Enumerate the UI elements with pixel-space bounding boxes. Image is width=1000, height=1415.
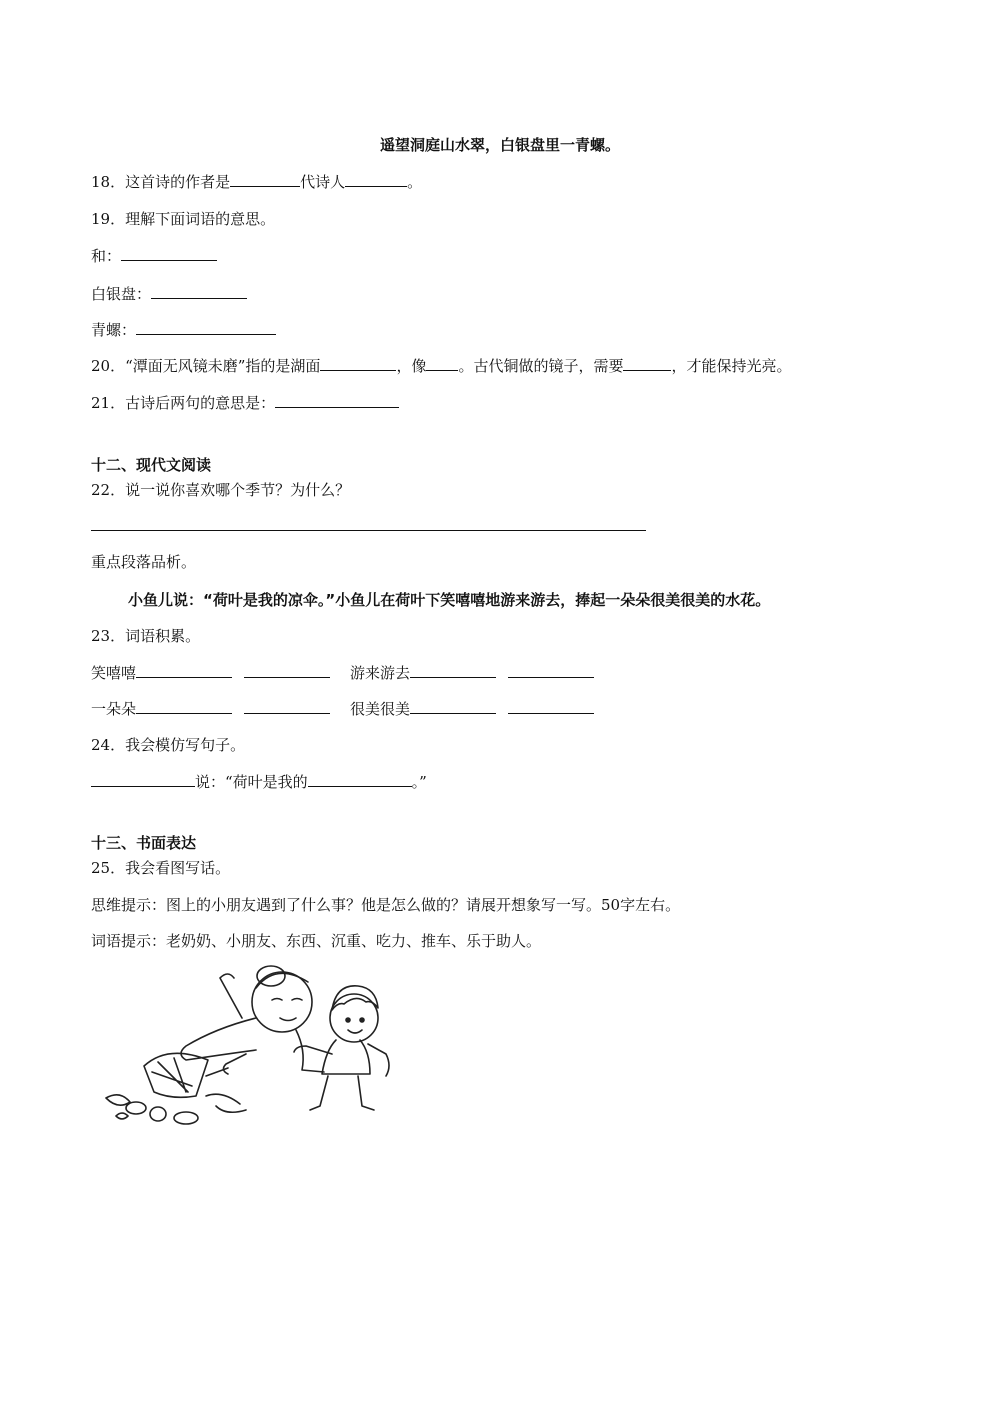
hint-words: 词语提示：老奶奶、小朋友、东西、沉重、吃力、推车、乐于助人。 bbox=[91, 932, 542, 950]
question-18: 18．这首诗的作者是 代诗人 。 bbox=[91, 173, 423, 191]
answer-blank[interactable] bbox=[136, 699, 232, 714]
question-23: 23．词语积累。 bbox=[91, 627, 201, 645]
answer-blank[interactable] bbox=[275, 393, 399, 408]
illustration-boy-helping-grandma bbox=[96, 958, 426, 1130]
answer-blank[interactable] bbox=[410, 663, 496, 678]
q24-sentence: 说：“荷叶是我的 。” bbox=[91, 772, 427, 792]
question-20: 20．“潭面无风镜未磨”指的是湖面 ，像 。古代铜做的镜子，需要 ，才能保持光亮。 bbox=[91, 357, 792, 375]
answer-blank[interactable] bbox=[91, 772, 195, 787]
question-24: 24．我会模仿写句子。 bbox=[91, 736, 246, 754]
poem-line: 遥望洞庭山水翠，白银盘里一青螺。 bbox=[379, 136, 620, 154]
answer-blank[interactable] bbox=[230, 172, 300, 187]
answer-blank[interactable] bbox=[345, 172, 407, 187]
answer-blank[interactable] bbox=[410, 699, 496, 714]
question-19-qingluo: 青螺： bbox=[91, 320, 276, 340]
answer-blank[interactable] bbox=[426, 356, 458, 371]
section-12-heading: 十二、现代文阅读 bbox=[91, 456, 212, 474]
answer-blank[interactable] bbox=[136, 663, 232, 678]
question-25: 25．我会看图写话。 bbox=[91, 859, 231, 877]
answer-blank[interactable] bbox=[151, 284, 247, 299]
question-19: 19．理解下面词语的意思。 bbox=[91, 210, 276, 228]
answer-line[interactable] bbox=[91, 530, 646, 531]
question-22: 22．说一说你喜欢哪个季节？为什么？ bbox=[91, 481, 351, 499]
basket bbox=[144, 1053, 208, 1097]
answer-blank[interactable] bbox=[136, 320, 276, 335]
answer-blank[interactable] bbox=[308, 772, 412, 787]
q23-row-2: 一朵朵 很美很美 bbox=[91, 699, 594, 719]
answer-blank[interactable] bbox=[244, 699, 330, 714]
passage-label: 重点段落品析。 bbox=[91, 553, 197, 571]
passage-text: 小鱼儿说：“荷叶是我的凉伞。”小鱼儿在荷叶下笑嘻嘻地游来游去，捧起一朵朵很美很美的水花。 bbox=[128, 591, 771, 609]
grandma-head bbox=[252, 972, 312, 1032]
hint-thinking: 思维提示：图上的小朋友遇到了什么事？他是怎么做的？请展开想象写一写。50字左右。 bbox=[91, 896, 681, 914]
question-21: 21．古诗后两句的意思是： bbox=[91, 393, 399, 413]
answer-blank[interactable] bbox=[508, 663, 594, 678]
q23-row-1: 笑嘻嘻 游来游去 bbox=[91, 663, 594, 683]
answer-blank[interactable] bbox=[508, 699, 594, 714]
question-19-he: 和： bbox=[91, 246, 217, 266]
answer-blank[interactable] bbox=[244, 663, 330, 678]
answer-blank[interactable] bbox=[320, 356, 396, 371]
answer-blank[interactable] bbox=[623, 356, 671, 371]
question-19-baiyinpan: 白银盘： bbox=[91, 284, 247, 304]
answer-blank[interactable] bbox=[121, 246, 217, 261]
section-13-heading: 十三、书面表达 bbox=[91, 834, 197, 852]
